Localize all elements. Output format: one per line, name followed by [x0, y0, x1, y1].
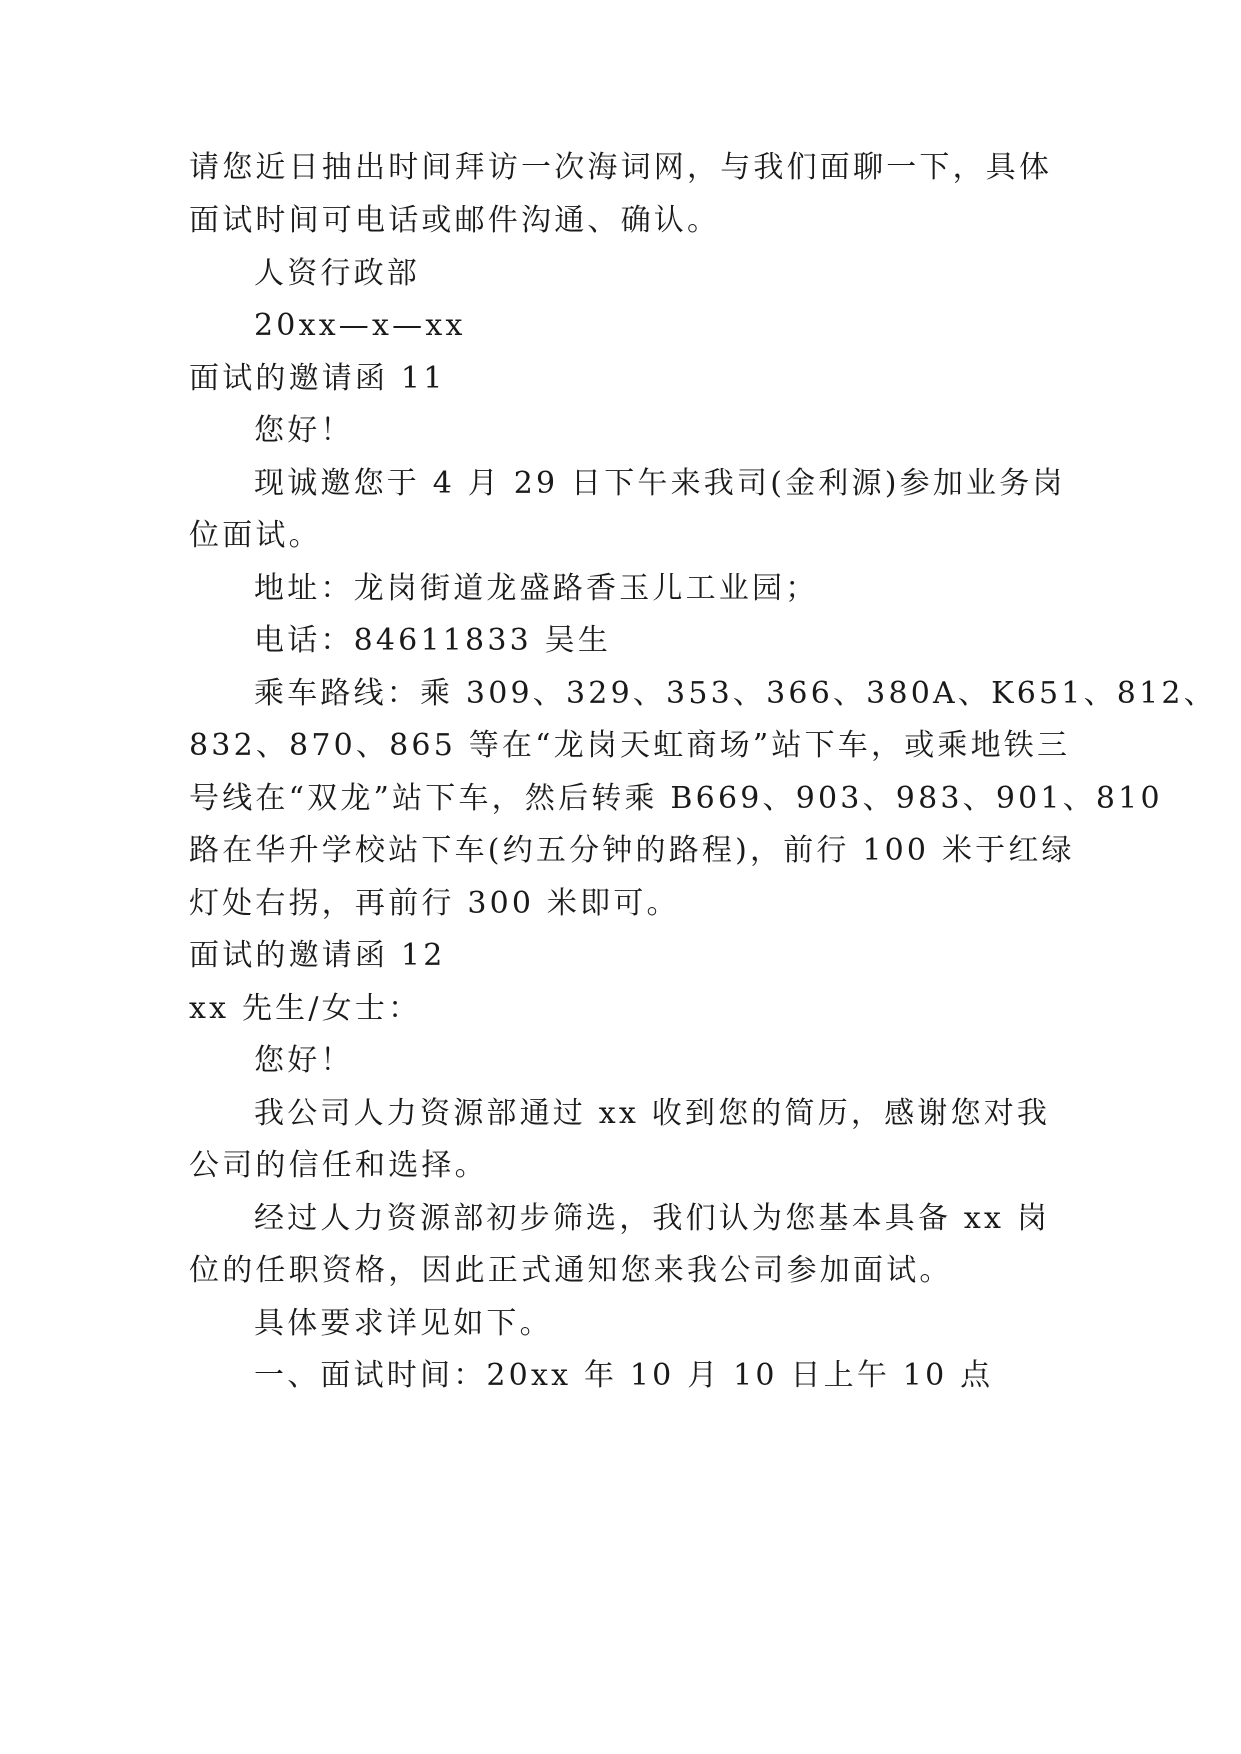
- phone-line: 电话：84611833 吴生: [254, 623, 612, 658]
- route-line: 路在华升学校站下车(约五分钟的路程)，前行 100 米于红绿: [189, 833, 1075, 868]
- paragraph-line: 我公司人力资源部通过 xx 收到您的简历，感谢您对我: [254, 1096, 1051, 1131]
- route-line: 号线在“双龙”站下车，然后转乘 B669、903、983、901、810: [189, 781, 1163, 816]
- paragraph-line: 经过人力资源部初步筛选，我们认为您基本具备 xx 岗: [254, 1201, 1051, 1236]
- greeting: 您好！: [254, 413, 354, 448]
- route-line: 832、870、865 等在“龙岗天虹商场”站下车，或乘地铁三: [189, 728, 1071, 763]
- interview-time-line: 一、面试时间：20xx 年 10 月 10 日上午 10 点: [254, 1358, 994, 1393]
- paragraph-line: 具体要求详见如下。: [254, 1306, 553, 1341]
- greeting: 您好！: [254, 1043, 354, 1078]
- paragraph-line: 位的任职资格，因此正式通知您来我公司参加面试。: [189, 1253, 953, 1288]
- section-heading: 面试的邀请函 12: [189, 938, 446, 973]
- paragraph-line: 请您近日抽出时间拜访一次海词网，与我们面聊一下，具体: [189, 150, 1053, 185]
- paragraph-line: 公司的信任和选择。: [189, 1148, 488, 1183]
- paragraph-line: 面试时间可电话或邮件沟通、确认。: [189, 203, 721, 238]
- paragraph-line: 位面试。: [189, 518, 322, 553]
- paragraph-line: 现诚邀您于 4 月 29 日下午来我司(金利源)参加业务岗: [254, 466, 1066, 501]
- signature-date: 20xx—x—xx: [254, 308, 466, 343]
- signature-department: 人资行政部: [254, 256, 420, 291]
- section-heading: 面试的邀请函 11: [189, 361, 446, 396]
- route-line: 灯处右拐，再前行 300 米即可。: [189, 886, 680, 921]
- salutation: xx 先生/女士：: [189, 991, 422, 1026]
- route-line: 乘车路线：乘 309、329、353、366、380A、K651、812、: [254, 676, 1217, 711]
- address-line: 地址：龙岗街道龙盛路香玉儿工业园；: [254, 571, 819, 606]
